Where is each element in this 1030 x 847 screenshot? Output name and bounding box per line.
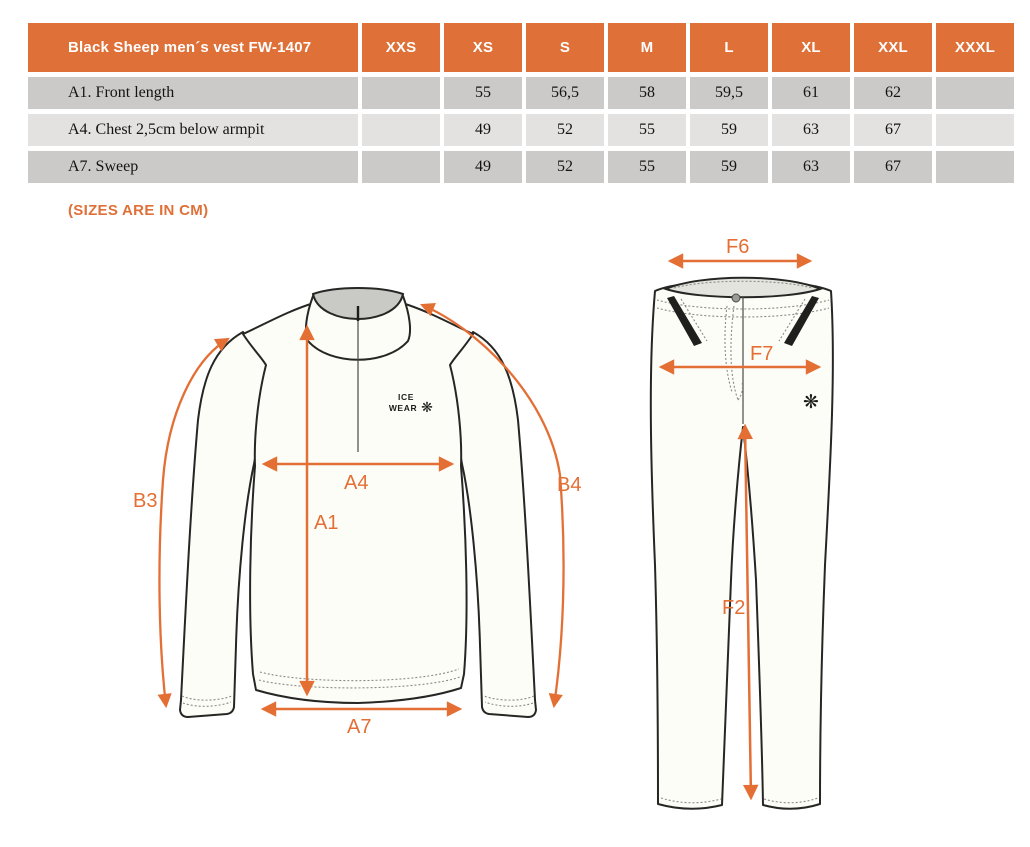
pants-f2-label: F2 — [722, 597, 746, 619]
table-cell: 59,5 — [690, 77, 768, 109]
pants-body — [651, 281, 833, 809]
table-cell: 62 — [854, 77, 932, 109]
table-cell: 63 — [772, 114, 850, 146]
table-cell: 67 — [854, 114, 932, 146]
table-cell: 59 — [690, 114, 768, 146]
row-label: A1. Front length — [28, 77, 358, 109]
column-header-xxxl: XXXL — [936, 23, 1014, 72]
table-cell: 56,5 — [526, 77, 604, 109]
vest-b3-label: B3 — [133, 490, 158, 512]
snowflake-icon: ❋ — [421, 400, 433, 416]
table-cell: 55 — [444, 77, 522, 109]
table-cell: 55 — [608, 114, 686, 146]
vest-a1-label: A1 — [314, 512, 339, 534]
pants-waist-opening — [666, 278, 820, 298]
row-label: A7. Sweep — [28, 151, 358, 183]
table-cell: 52 — [526, 114, 604, 146]
pants-diagram — [651, 236, 833, 809]
pants-f6-label: F6 — [726, 236, 750, 258]
vest-a7-label: A7 — [347, 716, 372, 738]
table-cell: 52 — [526, 151, 604, 183]
column-header-xxs: XXS — [362, 23, 440, 72]
column-header-m: M — [608, 23, 686, 72]
logo-line1: ICE — [398, 392, 414, 402]
table-cell: 49 — [444, 151, 522, 183]
snowflake-icon: ❋ — [803, 391, 819, 413]
logo-line2: WEAR — [388, 403, 418, 413]
column-header-xl: XL — [772, 23, 850, 72]
waist-button — [732, 294, 740, 302]
vest-b4-label: B4 — [557, 474, 582, 496]
vest-a4-label: A4 — [344, 472, 369, 494]
row-label: A4. Chest 2,5cm below armpit — [28, 114, 358, 146]
table-cell: 59 — [690, 151, 768, 183]
column-header-s: S — [526, 23, 604, 72]
table-cell: 55 — [608, 151, 686, 183]
column-header-xs: XS — [444, 23, 522, 72]
pants-f7-label: F7 — [750, 343, 774, 365]
table-cell: 67 — [854, 151, 932, 183]
vest-diagram — [133, 288, 581, 738]
column-header-xxl: XXL — [854, 23, 932, 72]
table-title: Black Sheep men´s vest FW-1407 — [28, 23, 358, 72]
units-note: (SIZES ARE IN CM) — [68, 202, 209, 219]
table-cell: 49 — [444, 114, 522, 146]
table-cell: 63 — [772, 151, 850, 183]
column-header-l: L — [690, 23, 768, 72]
table-cell: 61 — [772, 77, 850, 109]
table-cell: 58 — [608, 77, 686, 109]
